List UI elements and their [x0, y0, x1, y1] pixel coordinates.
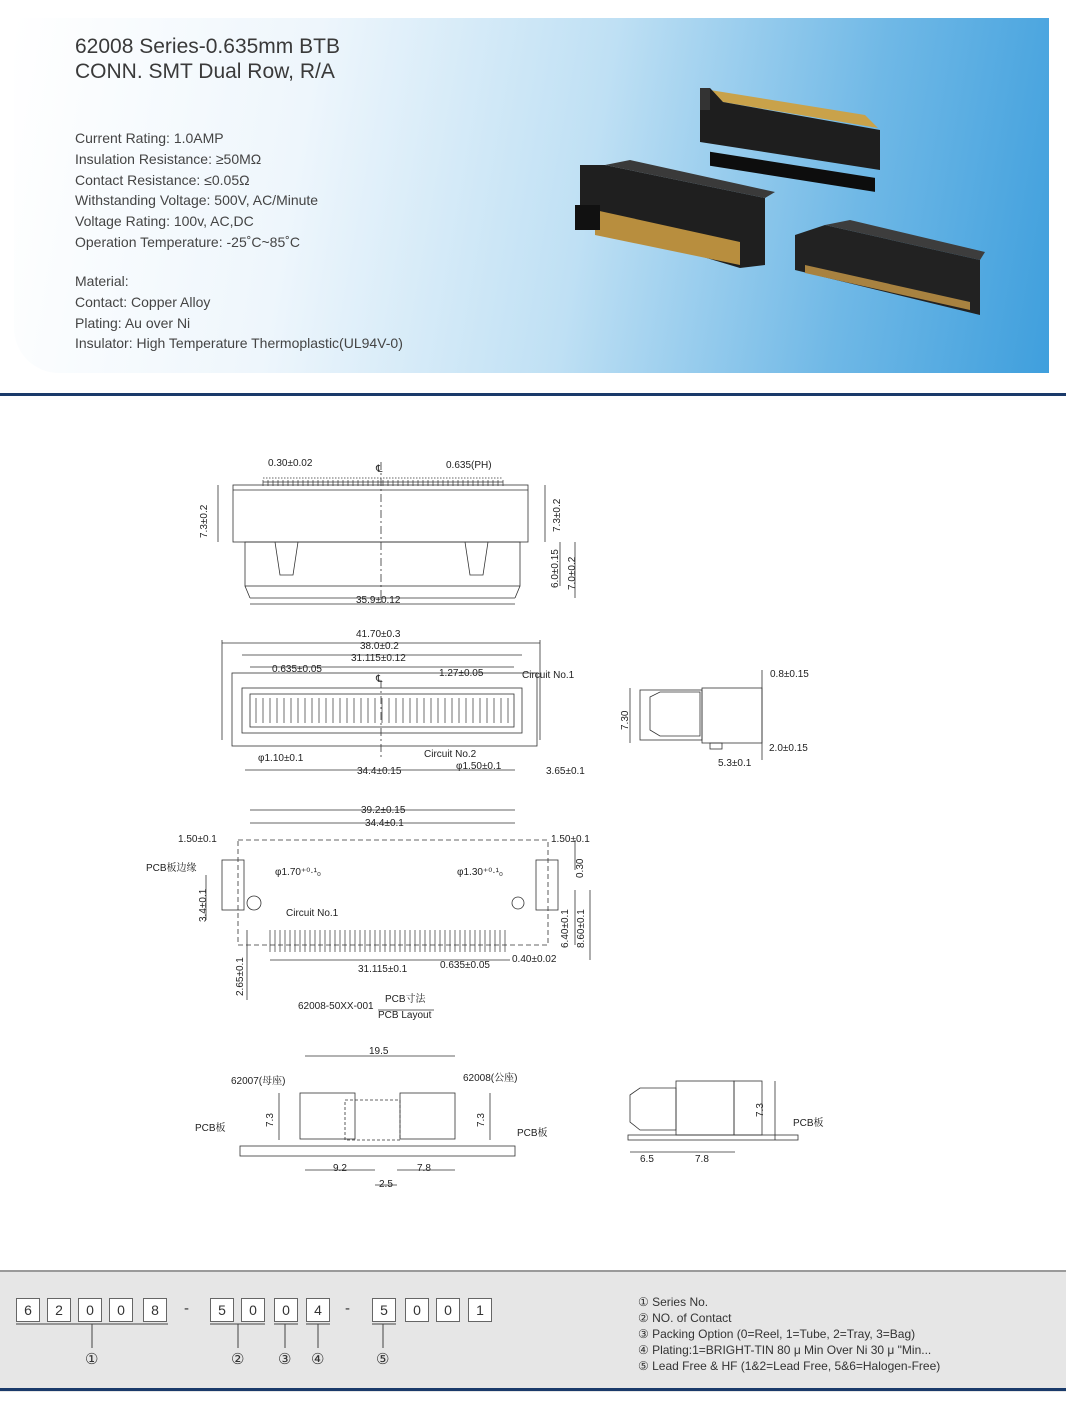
dim-front-w2: 38.0±0.2	[360, 641, 399, 652]
dim-pcb-hole1: φ1.70⁺⁰·¹₀	[275, 867, 322, 878]
dim-mated-side-h: 7.3	[755, 1103, 766, 1117]
dim-front-w5: 3.65±0.1	[546, 766, 585, 777]
pn-legend	[638, 1294, 940, 1374]
dim-pcb-v3: 2.65±0.1	[235, 957, 246, 996]
centerline-top: ℄	[376, 464, 383, 475]
pn-dash-2: -	[345, 1300, 350, 1317]
product-photo	[560, 70, 1000, 330]
label-mated-side-pcb: PCB板	[793, 1118, 824, 1129]
pn-callout-5: ⑤	[376, 1351, 390, 1368]
dim-top-width: 35.9±0.12	[356, 595, 401, 606]
pn-digit-7: 0	[241, 1298, 265, 1322]
dim-mated-side-d1: 6.5	[640, 1154, 654, 1165]
material-insulator: Insulator: High Temperature Thermoplastic(UL94V-0)	[75, 335, 403, 352]
spec-temp: Operation Temperature: -25˚C~85˚C	[75, 233, 301, 250]
dim-mated-side-d2: 7.8	[695, 1154, 709, 1165]
spec-contact: Contact Resistance: ≤0.05Ω	[75, 171, 250, 188]
dim-side-t1: 0.8±0.15	[770, 669, 809, 680]
material-contact: Contact: Copper Alloy	[75, 293, 211, 310]
pn-digit-3: 0	[78, 1298, 102, 1322]
technical-drawings	[0, 400, 1066, 1240]
dim-pcb-m-left: 1.50±0.1	[178, 834, 217, 845]
pn-digit-2: 2	[47, 1298, 71, 1322]
title-line-2: CONN. SMT Dual Row, R/A	[75, 60, 335, 83]
dim-top-h3: 7.0±0.2	[567, 556, 578, 590]
dim-pcb-h2: 0.30	[575, 858, 586, 878]
dim-side-t3: 5.3±0.1	[718, 758, 752, 769]
dim-mated-w: 19.5	[369, 1046, 389, 1057]
dim-mated-h-left: 7.3	[265, 1113, 276, 1127]
pn-digit-8: 0	[274, 1298, 298, 1322]
dim-mated-d1: 9.2	[333, 1163, 347, 1174]
dim-top-ph: 0.635(PH)	[446, 460, 492, 471]
pn-digit-12: 0	[436, 1298, 460, 1322]
dim-pcb-w1: 39.2±0.15	[361, 805, 406, 816]
dim-pcb-h1: 3.4±0.1	[198, 888, 209, 922]
pn-digit-11: 0	[405, 1298, 429, 1322]
product-title	[75, 34, 340, 84]
dim-pcb-span: 31.115±0.1	[358, 964, 408, 975]
header-divider	[0, 393, 1066, 396]
dim-pcb-pad: 0.40±0.02	[512, 954, 557, 965]
pn-callout-3: ③	[278, 1351, 292, 1368]
label-male: 62008(公座)	[463, 1073, 518, 1084]
legend-contacts: ② NO. of Contact	[638, 1311, 732, 1325]
dim-front-w4: 34.4±0.15	[357, 766, 402, 777]
dim-top-h2: 6.0±0.15	[550, 549, 561, 588]
pn-callout-4: ④	[311, 1351, 325, 1368]
pn-connector-lines	[0, 1320, 500, 1350]
pn-digit-10: 5	[372, 1298, 396, 1322]
dim-front-d1: φ1.10±0.1	[258, 753, 304, 764]
dim-pcb-w2: 34.4±0.1	[365, 818, 404, 829]
legend-leadfree: ⑤ Lead Free & HF (1&2=Lead Free, 5&6=Halogen-Free)	[638, 1359, 941, 1373]
label-pcb-left: PCB板	[195, 1123, 226, 1134]
material-heading: Material:	[75, 273, 129, 289]
dim-front-w3: 31.115±0.12	[351, 653, 406, 664]
dim-front-d2: φ1.50±0.1	[456, 761, 502, 772]
legend-packing: ③ Packing Option (0=Reel, 1=Tube, 2=Tray, 3=Bag)	[638, 1327, 916, 1341]
title-line-1: 62008 Series-0.635mm BTB	[75, 35, 340, 58]
label-female: 62007(母座)	[231, 1076, 286, 1087]
dim-pcb-m-right: 1.50±0.1	[551, 834, 590, 845]
dim-front-p1: 0.635±0.05	[272, 664, 322, 675]
dim-mated-h-right: 7.3	[476, 1113, 487, 1127]
label-pcb-edge: PCB板边缘	[146, 863, 197, 874]
dim-pcb-v2: 8.60±0.1	[576, 909, 587, 948]
pn-digit-13: 1	[468, 1298, 492, 1322]
legend-series: ① Series No.	[638, 1295, 709, 1309]
pn-dash-1: -	[184, 1300, 189, 1317]
material-list	[75, 271, 403, 354]
spec-current: Current Rating: 1.0AMP	[75, 130, 224, 146]
label-circuit-1: Circuit No.1	[522, 670, 575, 681]
dim-top-h-right: 7.3±0.2	[552, 498, 563, 532]
label-circuit-2: Circuit No.2	[424, 749, 477, 760]
label-layout-en: PCB Layout	[378, 1010, 432, 1021]
dim-pcb-hole2: φ1.30⁺⁰·¹₀	[457, 867, 504, 878]
spec-insulation: Insulation Resistance: ≥50MΩ	[75, 150, 262, 167]
label-part-number: 62008-50XX-001	[298, 1001, 374, 1012]
dim-side-h: 7.30	[620, 710, 631, 730]
spec-voltage: Voltage Rating: 100v, AC,DC	[75, 213, 254, 230]
connector-photo-2	[575, 160, 775, 268]
spec-list	[75, 128, 318, 253]
pn-digit-4: 0	[109, 1298, 133, 1322]
dim-front-p2: 1.27±0.05	[439, 668, 484, 679]
dim-front-w1: 41.70±0.3	[356, 629, 401, 640]
material-plating: Plating: Au over Ni	[75, 314, 191, 331]
dim-top-h-left: 7.3±0.2	[199, 504, 210, 538]
connector-photo-1	[700, 88, 880, 192]
pn-callout-2: ②	[231, 1351, 245, 1368]
pn-digit-1: 6	[16, 1298, 40, 1322]
pn-digit-5: 8	[143, 1298, 167, 1322]
dim-pcb-pitch: 0.635±0.05	[440, 960, 490, 971]
dim-mated-d2: 7.8	[417, 1163, 431, 1174]
footer-divider	[0, 1388, 1066, 1391]
label-layout-cn: PCB寸法	[385, 994, 426, 1005]
dim-pcb-v1: 6.40±0.1	[560, 909, 571, 948]
dim-mated-d3: 2.5	[379, 1179, 393, 1190]
legend-plating: ④ Plating:1=BRIGHT-TIN 80 μ Min Over Ni 30 μ "Min...	[638, 1343, 932, 1357]
connector-photo-3	[795, 220, 985, 315]
pn-digit-9: 4	[306, 1298, 330, 1322]
dim-side-t2: 2.0±0.15	[769, 743, 808, 754]
dim-top-pitch: 0.30±0.02	[268, 458, 313, 469]
centerline-front: ℄	[376, 674, 383, 685]
spec-withstand: Withstanding Voltage: 500V, AC/Minute	[75, 192, 319, 209]
label-pcb-right: PCB板	[517, 1128, 548, 1139]
pn-callout-1: ①	[85, 1351, 99, 1368]
pn-digit-6: 5	[210, 1298, 234, 1322]
label-pcb-circuit-1: Circuit No.1	[286, 908, 339, 919]
